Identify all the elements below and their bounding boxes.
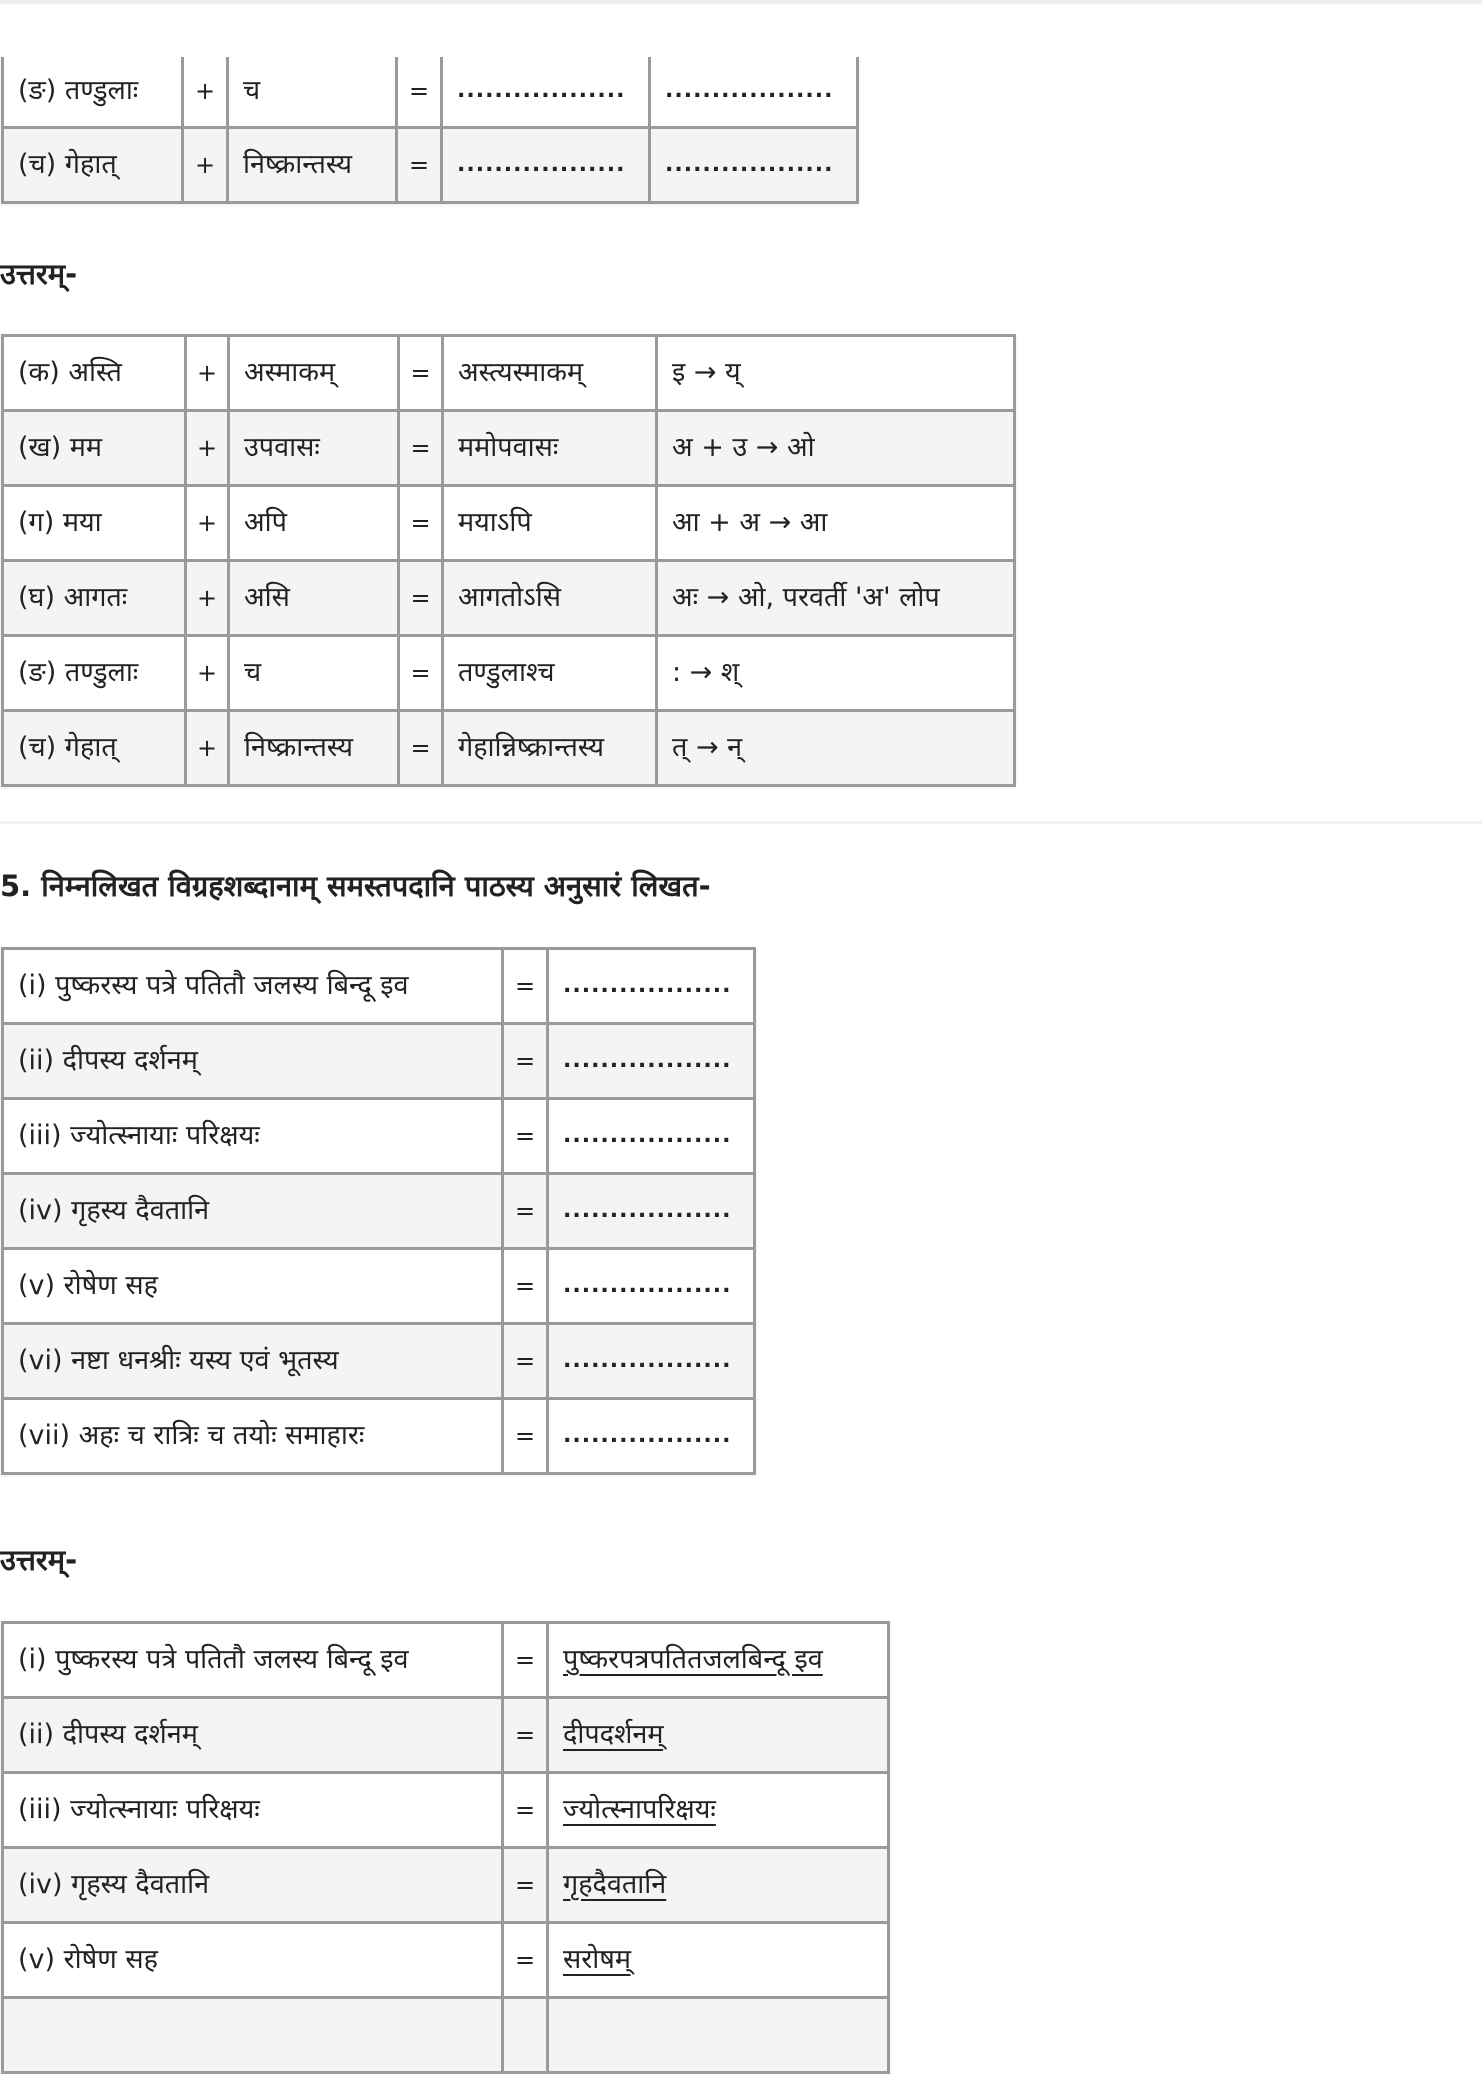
- rule-blank: ..................: [650, 128, 858, 203]
- answer-cell: [548, 1698, 889, 1773]
- samasa-answer-table: [1, 1621, 890, 2074]
- answer-blank: ..................: [548, 949, 755, 1024]
- vigraha-cell: [3, 1998, 503, 2073]
- word2-cell: च: [228, 57, 397, 128]
- word1-cell: (ख) मम: [3, 411, 186, 486]
- plus-sign: +: [183, 57, 228, 128]
- answer-text: दीपदर्शनम्: [563, 1718, 664, 1750]
- table-row: [3, 1399, 755, 1474]
- result-cell: आगतोऽसि: [443, 561, 657, 636]
- rule-cell: अ + उ → ओ: [657, 411, 1015, 486]
- table-row: [3, 636, 1015, 711]
- equals-sign: =: [503, 949, 548, 1024]
- answer-cell: [548, 1848, 889, 1923]
- table-row: [3, 57, 858, 128]
- equals-sign: =: [503, 1174, 548, 1249]
- word2-cell: असि: [229, 561, 399, 636]
- word2-cell: च: [229, 636, 399, 711]
- vigraha-cell: (iii) ज्योत्स्नायाः परिक्षयः: [3, 1773, 503, 1848]
- equals-sign: =: [503, 1773, 548, 1848]
- table-row: [3, 1623, 889, 1698]
- vigraha-cell: (vi) नष्टा धनश्रीः यस्य एवं भूतस्य: [3, 1324, 503, 1399]
- table-row: [3, 1099, 755, 1174]
- answer-text: सरोषम्: [563, 1943, 632, 1975]
- result-blank: ..................: [442, 57, 650, 128]
- table-row: [3, 128, 858, 203]
- table-row: [3, 1024, 755, 1099]
- word1-cell: (ङ) तण्डुलाः: [3, 57, 183, 128]
- vigraha-cell: (i) पुष्करस्य पत्रे पतितौ जलस्य बिन्दू इव: [3, 1623, 503, 1698]
- samasa-question-table: [1, 947, 756, 1475]
- plus-sign: +: [186, 711, 229, 786]
- answer-blank: ..................: [548, 1099, 755, 1174]
- plus-sign: +: [186, 636, 229, 711]
- word2-cell: निष्क्रान्तस्य: [228, 128, 397, 203]
- answer-blank: ..................: [548, 1174, 755, 1249]
- vigraha-cell: (i) पुष्करस्य पत्रे पतितौ जलस्य बिन्दू इव: [3, 949, 503, 1024]
- table-row: [3, 949, 755, 1024]
- result-cell: ममोपवासः: [443, 411, 657, 486]
- answer-blank: ..................: [548, 1324, 755, 1399]
- equals-sign: =: [503, 1623, 548, 1698]
- word2-cell: अपि: [229, 486, 399, 561]
- equals-sign: =: [397, 128, 442, 203]
- rule-cell: इ → य्: [657, 336, 1015, 411]
- answer-text: गृहदैवतानि: [563, 1868, 667, 1900]
- word1-cell: (ग) मया: [3, 486, 186, 561]
- vigraha-cell: (iii) ज्योत्स्नायाः परिक्षयः: [3, 1099, 503, 1174]
- equals-sign: =: [503, 1923, 548, 1998]
- vigraha-cell: (iv) गृहस्य दैवतानि: [3, 1174, 503, 1249]
- word2-cell: अस्माकम्: [229, 336, 399, 411]
- table-row: [3, 1174, 755, 1249]
- answer-blank: ..................: [548, 1399, 755, 1474]
- equals-sign: =: [503, 1399, 548, 1474]
- table-row: [3, 1698, 889, 1773]
- table-row: [3, 711, 1015, 786]
- plus-sign: +: [183, 128, 228, 203]
- answer-cell: [548, 1623, 889, 1698]
- result-cell: अस्त्यस्माकम्: [443, 336, 657, 411]
- plus-sign: +: [186, 336, 229, 411]
- vigraha-cell: (iv) गृहस्य दैवतानि: [3, 1848, 503, 1923]
- equals-sign: =: [399, 411, 443, 486]
- result-cell: तण्डुलाश्च: [443, 636, 657, 711]
- answer-cell: [548, 1773, 889, 1848]
- plus-sign: +: [186, 486, 229, 561]
- vigraha-cell: (ii) दीपस्य दर्शनम्: [3, 1698, 503, 1773]
- table-row: [3, 1249, 755, 1324]
- equals-sign: =: [503, 1848, 548, 1923]
- equals-sign: =: [399, 336, 443, 411]
- equals-sign: =: [503, 1324, 548, 1399]
- rule-cell: आ + अ → आ: [657, 486, 1015, 561]
- table-row: [3, 561, 1015, 636]
- equals-sign: [503, 1998, 548, 2073]
- result-cell: मयाऽपि: [443, 486, 657, 561]
- word2-cell: निष्क्रान्तस्य: [229, 711, 399, 786]
- answer-cell: [548, 1923, 889, 1998]
- section-divider: [0, 821, 1482, 824]
- table-row: [3, 1324, 755, 1399]
- answer-label: उत्तरम्-: [0, 1543, 78, 1577]
- sandhi-answer-table: [1, 334, 1016, 787]
- equals-sign: =: [399, 486, 443, 561]
- answer-cell: [548, 1998, 889, 2073]
- answer-text: पुष्करपत्रपतितजलबिन्दू इव: [563, 1643, 823, 1675]
- word1-cell: (घ) आगतः: [3, 561, 186, 636]
- table-row: [3, 1848, 889, 1923]
- vigraha-cell: (vii) अहः च रात्रिः च तयोः समाहारः: [3, 1399, 503, 1474]
- result-blank: ..................: [442, 128, 650, 203]
- equals-sign: =: [503, 1024, 548, 1099]
- answer-text: ज्योत्स्नापरिक्षयः: [563, 1793, 716, 1825]
- word1-cell: (ङ) तण्डुलाः: [3, 636, 186, 711]
- rule-blank: ..................: [650, 57, 858, 128]
- answer-label: उत्तरम्-: [0, 257, 78, 291]
- answer-blank: ..................: [548, 1024, 755, 1099]
- word1-cell: (क) अस्ति: [3, 336, 186, 411]
- rule-cell: : → श्: [657, 636, 1015, 711]
- word2-cell: उपवासः: [229, 411, 399, 486]
- equals-sign: =: [503, 1099, 548, 1174]
- equals-sign: =: [503, 1698, 548, 1773]
- equals-sign: =: [399, 636, 443, 711]
- equals-sign: =: [503, 1249, 548, 1324]
- sandhi-question-table: [1, 57, 859, 204]
- equals-sign: =: [399, 561, 443, 636]
- answer-blank: ..................: [548, 1249, 755, 1324]
- table-row: [3, 1773, 889, 1848]
- table-row: [3, 1923, 889, 1998]
- plus-sign: +: [186, 411, 229, 486]
- word1-cell: (च) गेहात्: [3, 711, 186, 786]
- vigraha-cell: (ii) दीपस्य दर्शनम्: [3, 1024, 503, 1099]
- result-cell: गेहान्निष्क्रान्तस्य: [443, 711, 657, 786]
- table-row: [3, 411, 1015, 486]
- word1-cell: (च) गेहात्: [3, 128, 183, 203]
- equals-sign: =: [399, 711, 443, 786]
- question-heading: 5. निम्नलिखत विग्रहशब्दानाम् समस्तपदानि पाठस्य अनुसारं लिखत-: [0, 869, 711, 903]
- rule-cell: अः → ओ, परवर्ती 'अ' लोप: [657, 561, 1015, 636]
- table-row: [3, 336, 1015, 411]
- top-strip: [0, 0, 1482, 4]
- table-row: [3, 486, 1015, 561]
- rule-cell: त् → न्: [657, 711, 1015, 786]
- equals-sign: =: [397, 57, 442, 128]
- vigraha-cell: (v) रोषेण सह: [3, 1249, 503, 1324]
- table-row: [3, 1998, 889, 2073]
- vigraha-cell: (v) रोषेण सह: [3, 1923, 503, 1998]
- plus-sign: +: [186, 561, 229, 636]
